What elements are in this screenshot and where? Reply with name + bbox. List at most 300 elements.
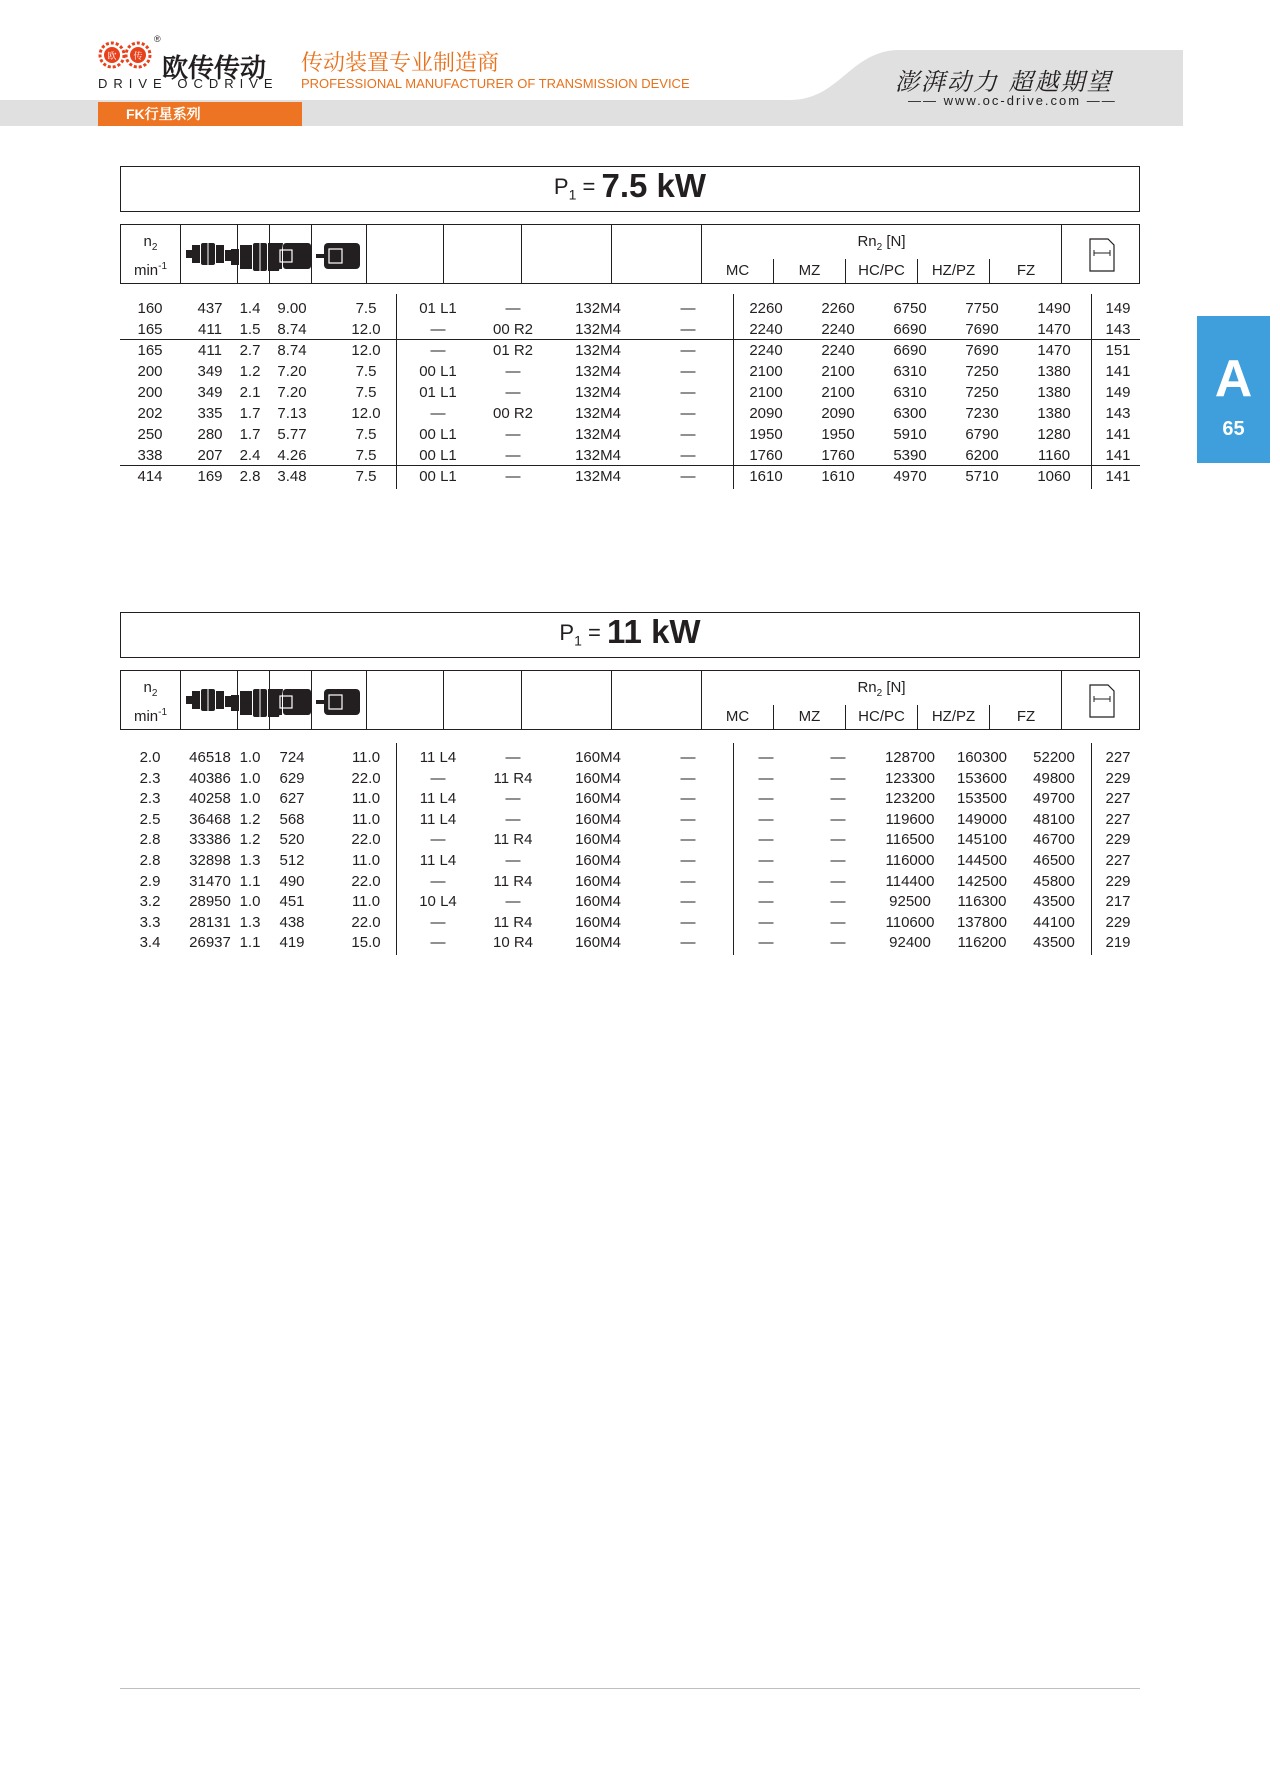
table-cell: — bbox=[430, 321, 446, 338]
table-cell: 438 bbox=[279, 913, 305, 931]
table-cell: 5710 bbox=[965, 468, 999, 485]
table-cell: 250 bbox=[137, 426, 163, 443]
table-cell: 7750 bbox=[965, 300, 999, 317]
table-cell: 11 R4 bbox=[493, 872, 533, 890]
motor-with-foot-icon bbox=[268, 685, 314, 723]
series-tab: FK行星系列 bbox=[98, 102, 302, 126]
table-cell: — bbox=[505, 447, 521, 464]
table-cell: 92400 bbox=[889, 934, 931, 952]
table-cell: 151 bbox=[1105, 342, 1131, 359]
section-letter: A bbox=[1214, 350, 1253, 408]
table-cell: 1.4 bbox=[239, 300, 261, 317]
table-cell: 132M4 bbox=[575, 300, 621, 317]
table-cell: 1.7 bbox=[239, 426, 261, 443]
table-cell: — bbox=[680, 913, 696, 931]
gear-logo-icon bbox=[98, 40, 154, 70]
table-cell: — bbox=[430, 831, 446, 849]
table-cell: 2.7 bbox=[239, 342, 261, 359]
table-cell: 22.0 bbox=[351, 872, 381, 890]
table-cell: 200 bbox=[137, 363, 163, 380]
column-separator bbox=[733, 294, 734, 489]
table-cell: 2.8 bbox=[139, 852, 161, 869]
header-cell bbox=[612, 671, 702, 729]
header-cell bbox=[1062, 225, 1141, 283]
table-row bbox=[120, 893, 1140, 914]
logo-english-name: DRIVE OCDRIVE bbox=[98, 76, 279, 91]
table-cell: 10 R4 bbox=[492, 934, 534, 952]
table-cell: 160 bbox=[137, 300, 163, 317]
footer-divider bbox=[120, 1688, 1140, 1689]
table-cell: 629 bbox=[279, 769, 305, 787]
table-cell: 2.4 bbox=[239, 447, 261, 464]
table-cell: 153500 bbox=[956, 790, 1008, 808]
table-cell: — bbox=[758, 872, 774, 890]
table-cell: 31470 bbox=[189, 872, 231, 890]
website bbox=[908, 93, 1117, 108]
table-cell: — bbox=[758, 893, 774, 911]
table-cell: 43500 bbox=[1033, 893, 1075, 911]
table-cell: 6310 bbox=[893, 363, 927, 380]
table-cell: — bbox=[680, 300, 696, 317]
table-cell: 1380 bbox=[1037, 384, 1071, 401]
company-logo bbox=[98, 34, 279, 96]
table-cell: 2.3 bbox=[139, 769, 161, 787]
col-n2: $n_2$ bbox=[143, 679, 158, 699]
table-cell: 116000 bbox=[885, 852, 935, 869]
table-cell: 1610 bbox=[821, 468, 855, 485]
header-cell bbox=[270, 225, 312, 283]
table-cell: — bbox=[505, 300, 521, 317]
table-cell: 128700 bbox=[884, 749, 936, 766]
table-cell: — bbox=[830, 852, 846, 869]
col-fz: FZ bbox=[1016, 708, 1036, 725]
table-cell: 7230 bbox=[965, 405, 999, 422]
header-cell bbox=[238, 225, 270, 283]
table-cell: — bbox=[430, 405, 446, 422]
tagline-chinese: 传动装置专业制造商 bbox=[301, 50, 500, 75]
table-cell: 132M4 bbox=[575, 363, 621, 380]
table-cell: 160M4 bbox=[575, 852, 621, 869]
table-cell: 116300 bbox=[957, 893, 1007, 911]
table-cell: — bbox=[830, 872, 846, 890]
table-cell: 132M4 bbox=[575, 426, 621, 443]
table-cell: 4.26 bbox=[277, 447, 307, 464]
col-hzpz: HZ/PZ bbox=[918, 259, 990, 283]
table-row bbox=[120, 790, 1140, 811]
table-cell: 11 L4 bbox=[419, 790, 457, 808]
table-cell: 00 L1 bbox=[419, 426, 457, 443]
table-cell: 411 bbox=[198, 321, 222, 338]
table-cell: 40258 bbox=[189, 790, 231, 808]
table-cell: 160M4 bbox=[575, 749, 621, 766]
table-cell: 11.0 bbox=[351, 893, 381, 911]
table-cell: — bbox=[430, 769, 446, 787]
table-cell: 11 R4 bbox=[493, 913, 533, 931]
table-cell: 132M4 bbox=[575, 321, 621, 338]
col-rn2: $Rn_2$ [N] bbox=[857, 233, 906, 253]
table-header bbox=[120, 224, 1140, 284]
table-row bbox=[120, 468, 1140, 489]
table-cell: 165 bbox=[137, 342, 163, 359]
table-cell: 349 bbox=[197, 384, 223, 401]
table-cell: 160M4 bbox=[575, 831, 621, 849]
page-number: 65 bbox=[1222, 418, 1245, 440]
column-separator bbox=[733, 743, 734, 955]
table-cell: 11 R4 bbox=[493, 831, 533, 849]
table-cell: 6690 bbox=[893, 321, 927, 338]
table-cell: 01 R2 bbox=[492, 342, 534, 359]
table-cell: 141 bbox=[1105, 363, 1131, 380]
table-cell: — bbox=[758, 810, 774, 828]
table-cell: 7690 bbox=[965, 321, 999, 338]
table-cell: 1.1 bbox=[239, 934, 261, 952]
table-cell: — bbox=[830, 831, 846, 849]
table-cell: — bbox=[758, 934, 774, 952]
table-cell: 2.8 bbox=[239, 468, 261, 485]
table-cell: 2.8 bbox=[139, 831, 161, 849]
table-cell: 48100 bbox=[1033, 810, 1075, 828]
table-cell: 160M4 bbox=[575, 913, 621, 931]
table-cell: — bbox=[680, 790, 696, 808]
table-cell: 2240 bbox=[821, 342, 855, 359]
table-cell: 6690 bbox=[893, 342, 927, 359]
table-cell: — bbox=[430, 934, 446, 952]
table-cell: 627 bbox=[279, 790, 305, 808]
table-cell: 116500 bbox=[885, 831, 935, 849]
table-cell: 2100 bbox=[821, 363, 855, 380]
table-cell: — bbox=[505, 363, 521, 380]
table-cell: 3.2 bbox=[139, 893, 161, 911]
col-n2: $n_2$ bbox=[143, 233, 158, 253]
table-cell: 12.0 bbox=[351, 405, 381, 422]
table-cell: 202 bbox=[137, 405, 163, 422]
table-cell: 411 bbox=[198, 342, 222, 359]
table-cell: 1470 bbox=[1037, 342, 1071, 359]
table-cell: 160M4 bbox=[575, 872, 621, 890]
p1-value: 11 kW bbox=[607, 613, 701, 650]
table-cell: 110600 bbox=[885, 913, 935, 931]
table-cell: 2.1 bbox=[239, 384, 261, 401]
table-cell: 1.0 bbox=[239, 749, 261, 766]
table-cell: 132M4 bbox=[575, 342, 621, 359]
table-row bbox=[120, 749, 1140, 770]
table-cell: 7250 bbox=[965, 363, 999, 380]
table-cell: 26937 bbox=[189, 934, 231, 952]
table-cell: — bbox=[680, 934, 696, 952]
table-row bbox=[120, 363, 1140, 384]
table-cell: 1760 bbox=[749, 447, 783, 464]
table-cell: 143 bbox=[1105, 321, 1131, 338]
table-cell: — bbox=[680, 468, 696, 485]
table-cell: 46518 bbox=[189, 749, 231, 766]
table-cell: 1.3 bbox=[239, 852, 261, 869]
table-row bbox=[120, 300, 1140, 321]
table-cell: 227 bbox=[1105, 749, 1131, 766]
table-cell: 160M4 bbox=[575, 790, 621, 808]
website-url: www.oc-drive.com bbox=[943, 93, 1082, 108]
table-cell: — bbox=[830, 893, 846, 911]
table-cell: 169 bbox=[197, 468, 223, 485]
table-cell: 2100 bbox=[749, 384, 783, 401]
table-cell: 1950 bbox=[749, 426, 783, 443]
header-cell bbox=[121, 225, 181, 283]
table-title bbox=[120, 166, 1140, 212]
table-cell: 451 bbox=[279, 893, 305, 911]
table-row bbox=[120, 405, 1140, 426]
table-cell: — bbox=[505, 852, 521, 869]
table-cell: 7.20 bbox=[277, 384, 307, 401]
table-cell: 11.0 bbox=[351, 749, 381, 766]
table-cell: 1610 bbox=[749, 468, 783, 485]
table-cell: 2100 bbox=[821, 384, 855, 401]
col-hcpc: HC/PC bbox=[846, 259, 918, 283]
table-cell: 9.00 bbox=[277, 300, 307, 317]
header-cell bbox=[121, 671, 181, 729]
table-row bbox=[120, 852, 1140, 873]
table-row bbox=[120, 831, 1140, 852]
table-cell: 437 bbox=[197, 300, 223, 317]
table-cell: 512 bbox=[279, 852, 305, 869]
table-cell: 2.3 bbox=[139, 790, 161, 808]
motor-flange-icon bbox=[314, 685, 364, 723]
table-cell: 5.77 bbox=[277, 426, 307, 443]
table-cell: — bbox=[680, 426, 696, 443]
table-cell: 2240 bbox=[749, 342, 783, 359]
table-cell: 2240 bbox=[821, 321, 855, 338]
table-cell: 40386 bbox=[189, 769, 231, 787]
table-cell: 6310 bbox=[893, 384, 927, 401]
table-cell: 141 bbox=[1105, 468, 1131, 485]
table-cell: 335 bbox=[197, 405, 223, 422]
table-cell: 141 bbox=[1105, 426, 1131, 443]
table-cell: 01 L1 bbox=[419, 384, 457, 401]
table-cell: 3.3 bbox=[139, 913, 161, 931]
table-cell: 6750 bbox=[893, 300, 927, 317]
table-cell: 7.5 bbox=[355, 363, 377, 380]
table-cell: 8.74 bbox=[277, 321, 307, 338]
header-cell bbox=[612, 225, 702, 283]
header-cell bbox=[444, 671, 522, 729]
table-cell: 2.9 bbox=[139, 872, 161, 890]
table-cell: 7.20 bbox=[277, 363, 307, 380]
table-cell: — bbox=[758, 790, 774, 808]
header-cell bbox=[238, 671, 270, 729]
table-cell: 165 bbox=[137, 321, 163, 338]
table-row bbox=[120, 426, 1140, 447]
tagline-english: PROFESSIONAL MANUFACTURER OF TRANSMISSION DEVICE bbox=[301, 76, 690, 91]
table-cell: — bbox=[680, 893, 696, 911]
table-row bbox=[120, 873, 1140, 894]
table-cell: 1.2 bbox=[239, 831, 261, 849]
table-cell: 2100 bbox=[749, 363, 783, 380]
table-cell: 2090 bbox=[749, 405, 783, 422]
table-cell: 5910 bbox=[893, 426, 927, 443]
table-cell: 7690 bbox=[965, 342, 999, 359]
table-cell: 22.0 bbox=[351, 831, 381, 849]
table-cell: 1.2 bbox=[239, 363, 261, 380]
group-divider bbox=[120, 465, 1140, 466]
table-cell: 2.0 bbox=[139, 749, 161, 766]
table-cell: 160M4 bbox=[575, 810, 621, 828]
table-cell: 149 bbox=[1105, 384, 1131, 401]
logo-badge-right: 传 bbox=[133, 52, 143, 62]
table-cell: 149 bbox=[1105, 300, 1131, 317]
table-cell: 160M4 bbox=[575, 769, 621, 787]
table-cell: — bbox=[758, 913, 774, 931]
p1-label: $P_1$ = bbox=[553, 173, 596, 203]
table-cell: 8.74 bbox=[277, 342, 307, 359]
header-cell bbox=[444, 225, 522, 283]
table-cell: 10 L4 bbox=[419, 893, 457, 911]
table-cell: 92500 bbox=[889, 893, 931, 911]
table-cell: 142500 bbox=[956, 872, 1008, 890]
table-cell: 160300 bbox=[956, 749, 1008, 766]
table-cell: 123300 bbox=[884, 769, 936, 787]
col-mc: MC bbox=[702, 259, 774, 283]
table-cell: 137800 bbox=[956, 913, 1008, 931]
table-cell: 123200 bbox=[884, 790, 936, 808]
website-dash-left: —— bbox=[908, 93, 938, 108]
col-n2-unit: $\min^{-1}$ bbox=[133, 707, 168, 725]
table-cell: 2260 bbox=[821, 300, 855, 317]
table-cell: 6790 bbox=[965, 426, 999, 443]
header-cell bbox=[367, 671, 444, 729]
table-cell: — bbox=[830, 913, 846, 931]
p1-label: $P_1$ = bbox=[559, 619, 601, 649]
table-cell: 5390 bbox=[893, 447, 927, 464]
table-cell: 12.0 bbox=[351, 342, 381, 359]
table-row bbox=[120, 384, 1140, 405]
table-cell: 1760 bbox=[821, 447, 855, 464]
registered-mark-icon: ® bbox=[154, 34, 161, 44]
website-dash-right: —— bbox=[1086, 93, 1117, 108]
col-hcpc: HC/PC bbox=[846, 705, 918, 729]
dimension-sheet-icon bbox=[1088, 679, 1116, 723]
column-separator bbox=[396, 294, 397, 489]
table-cell: — bbox=[505, 790, 521, 808]
table-cell: 43500 bbox=[1033, 934, 1075, 952]
motor-with-foot-icon bbox=[268, 239, 314, 277]
table-cell: 160M4 bbox=[575, 934, 621, 952]
table-cell: — bbox=[680, 831, 696, 849]
table-cell: 229 bbox=[1105, 872, 1131, 890]
table-cell: — bbox=[505, 384, 521, 401]
table-cell: 338 bbox=[137, 447, 163, 464]
table-cell: 46700 bbox=[1033, 831, 1075, 849]
table-cell: — bbox=[680, 852, 696, 869]
table-row bbox=[120, 811, 1140, 832]
table-cell: 49700 bbox=[1033, 790, 1075, 808]
table-cell: 143 bbox=[1105, 405, 1131, 422]
table-cell: 1.0 bbox=[239, 893, 261, 911]
table-cell: — bbox=[758, 852, 774, 869]
col-hzpz: HZ/PZ bbox=[918, 705, 990, 729]
table-cell: 1.1 bbox=[239, 872, 261, 890]
table-cell: 132M4 bbox=[575, 405, 621, 422]
table-cell: 141 bbox=[1105, 447, 1131, 464]
table-cell: — bbox=[430, 872, 446, 890]
table-header bbox=[120, 670, 1140, 730]
slogan: 澎湃动力 超越期望 bbox=[895, 68, 1113, 96]
table-cell: 207 bbox=[197, 447, 223, 464]
table-cell: — bbox=[680, 405, 696, 422]
table-cell: 00 R2 bbox=[492, 405, 534, 422]
table-cell: 114400 bbox=[885, 872, 935, 890]
table-cell: — bbox=[830, 810, 846, 828]
table-cell: 00 L1 bbox=[419, 468, 457, 485]
table-cell: 2260 bbox=[749, 300, 783, 317]
table-cell: 7.5 bbox=[355, 426, 377, 443]
table-cell: 49800 bbox=[1033, 769, 1075, 787]
table-cell: 6300 bbox=[893, 405, 927, 422]
table-cell: 28950 bbox=[189, 893, 231, 911]
table-cell: 11 R4 bbox=[493, 769, 533, 787]
table-cell: — bbox=[680, 321, 696, 338]
table-cell: 36468 bbox=[189, 810, 231, 828]
header-cell bbox=[522, 225, 612, 283]
table-cell: 2240 bbox=[749, 321, 783, 338]
table-cell: 52200 bbox=[1033, 749, 1075, 766]
table-row bbox=[120, 934, 1140, 955]
table-cell: 145100 bbox=[956, 831, 1008, 849]
column-separator bbox=[1091, 294, 1092, 489]
table-cell: — bbox=[430, 342, 446, 359]
table-cell: 1380 bbox=[1037, 405, 1071, 422]
table-cell: 217 bbox=[1105, 893, 1131, 911]
table-cell: — bbox=[680, 384, 696, 401]
col-n2-unit: $\min^{-1}$ bbox=[133, 261, 168, 279]
table-cell: 414 bbox=[137, 468, 163, 485]
table-cell: 132M4 bbox=[575, 384, 621, 401]
table-cell: 22.0 bbox=[351, 769, 381, 787]
table-cell: 132M4 bbox=[575, 447, 621, 464]
table-cell: — bbox=[505, 893, 521, 911]
table-cell: 45800 bbox=[1033, 872, 1075, 890]
table-cell: 160M4 bbox=[575, 893, 621, 911]
table-cell: 119600 bbox=[885, 810, 935, 828]
table-row bbox=[120, 914, 1140, 935]
table-cell: 7.5 bbox=[355, 447, 377, 464]
section-marker bbox=[1197, 316, 1270, 463]
table-cell: 33386 bbox=[189, 831, 231, 849]
table-cell: 144500 bbox=[956, 852, 1008, 869]
table-cell: — bbox=[830, 769, 846, 787]
col-rn2: $Rn_2$ [N] bbox=[857, 679, 906, 699]
table-cell: 2090 bbox=[821, 405, 855, 422]
table-cell: 229 bbox=[1105, 831, 1131, 849]
table-cell: 11.0 bbox=[351, 810, 381, 828]
table-cell: — bbox=[830, 790, 846, 808]
rating-table-11kw bbox=[120, 612, 1142, 964]
table-cell: — bbox=[680, 872, 696, 890]
table-cell: 2.5 bbox=[139, 810, 161, 828]
table-cell: 1280 bbox=[1037, 426, 1071, 443]
header-cell bbox=[1062, 671, 1141, 729]
logo-chinese-name: 欧传传动 bbox=[162, 53, 267, 83]
table-cell: — bbox=[680, 342, 696, 359]
table-cell: 419 bbox=[279, 934, 305, 952]
header-cell bbox=[522, 671, 612, 729]
table-cell: 227 bbox=[1105, 852, 1131, 869]
table-cell: 7250 bbox=[965, 384, 999, 401]
table-cell: 1950 bbox=[821, 426, 855, 443]
table-cell: 3.4 bbox=[139, 934, 161, 952]
table-cell: 32898 bbox=[189, 852, 231, 869]
table-cell: 00 R2 bbox=[492, 321, 534, 338]
header-cell bbox=[367, 225, 444, 283]
table-cell: 1060 bbox=[1037, 468, 1071, 485]
table-cell: 1160 bbox=[1037, 447, 1071, 464]
